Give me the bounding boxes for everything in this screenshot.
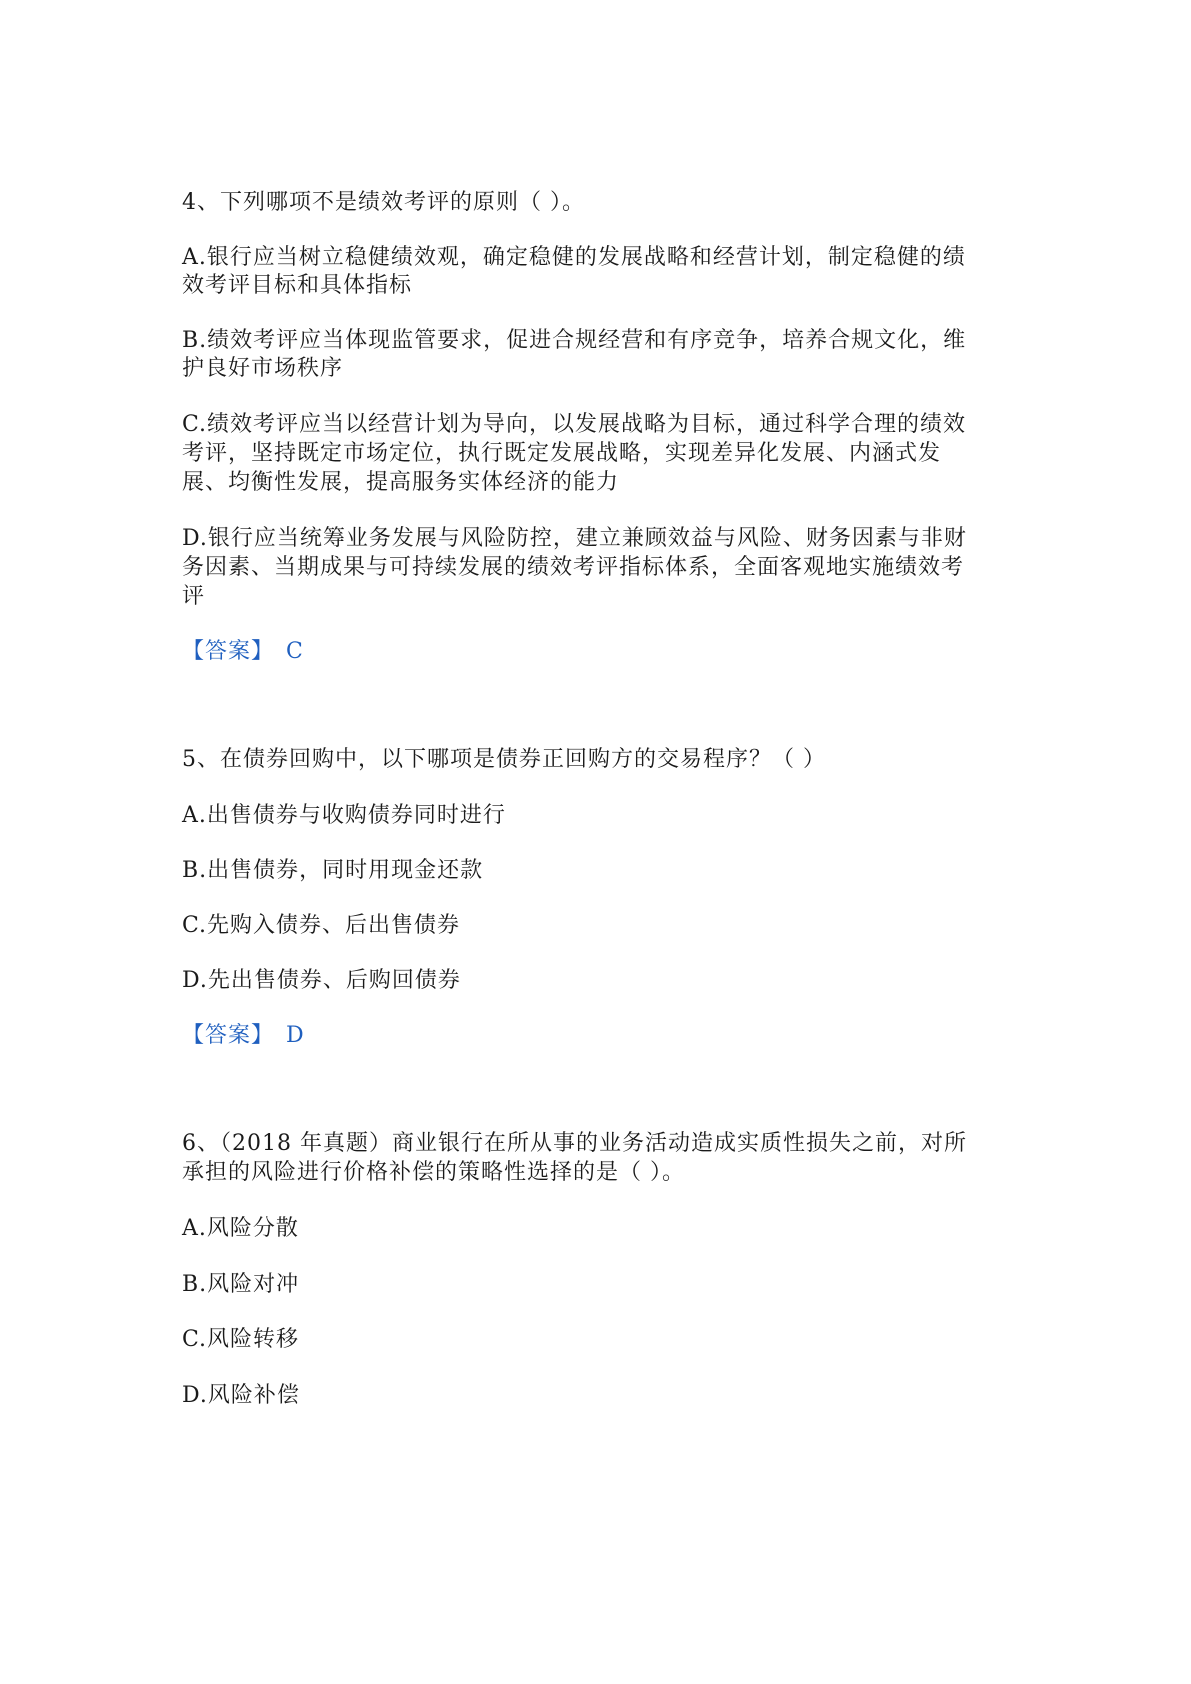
question-6-stem: 6、（2018 年真题）商业银行在所从事的业务活动造成实质性损失之前，对所 <box>182 1131 967 1156</box>
question-4-option-d: D.银行应当统筹业务发展与风险防控，建立兼顾效益与风险、财务因素与非财 <box>182 526 967 551</box>
question-4-option-c-cont-1: 考评，坚持既定市场定位，执行既定发展战略，实现差异化发展、内涵式发 <box>182 441 942 466</box>
answer-value: C <box>286 639 304 664</box>
question-5-option-b: B.出售债券，同时用现金还款 <box>182 858 484 883</box>
question-5-option-d: D.先出售债券、后购回债券 <box>182 968 461 993</box>
question-6-option-c: C.风险转移 <box>182 1327 300 1352</box>
question-6-stem-cont: 承担的风险进行价格补偿的策略性选择的是（ ）。 <box>182 1160 685 1185</box>
question-4-option-a: A.银行应当树立稳健绩效观，确定稳健的发展战略和经营计划，制定稳健的绩 <box>182 245 966 270</box>
question-5-stem: 5、在债券回购中，以下哪项是债券正回购方的交易程序？（ ） <box>182 747 826 772</box>
question-4-option-b: B.绩效考评应当体现监管要求，促进合规经营和有序竞争，培养合规文化，维 <box>182 328 967 353</box>
question-6-option-b: B.风险对冲 <box>182 1272 300 1297</box>
question-4-stem: 4、下列哪项不是绩效考评的原则（ ）。 <box>182 190 585 215</box>
question-4-option-a-cont: 效考评目标和具体指标 <box>182 273 413 298</box>
question-4-option-d-cont-2: 评 <box>182 584 206 609</box>
question-4-option-c: C.绩效考评应当以经营计划为导向，以发展战略为目标，通过科学合理的绩效 <box>182 412 967 437</box>
question-5-option-a: A.出售债券与收购债券同时进行 <box>182 803 506 828</box>
question-6-option-d: D.风险补偿 <box>182 1383 300 1408</box>
question-4-answer <box>182 637 304 667</box>
question-5-answer <box>182 1021 305 1051</box>
answer-label: 【答案】 <box>182 639 275 664</box>
question-6-option-a: A.风险分散 <box>182 1216 299 1241</box>
question-5-option-c: C.先购入债券、后出售债券 <box>182 913 461 938</box>
question-4-option-c-cont-2: 展、均衡性发展，提高服务实体经济的能力 <box>182 470 620 495</box>
question-4-option-d-cont-1: 务因素、当期成果与可持续发展的绩效考评指标体系，全面客观地实施绩效考 <box>182 555 965 580</box>
answer-label: 【答案】 <box>182 1023 275 1048</box>
answer-value: D <box>286 1023 305 1048</box>
question-4-option-b-cont: 护良好市场秩序 <box>182 356 344 381</box>
